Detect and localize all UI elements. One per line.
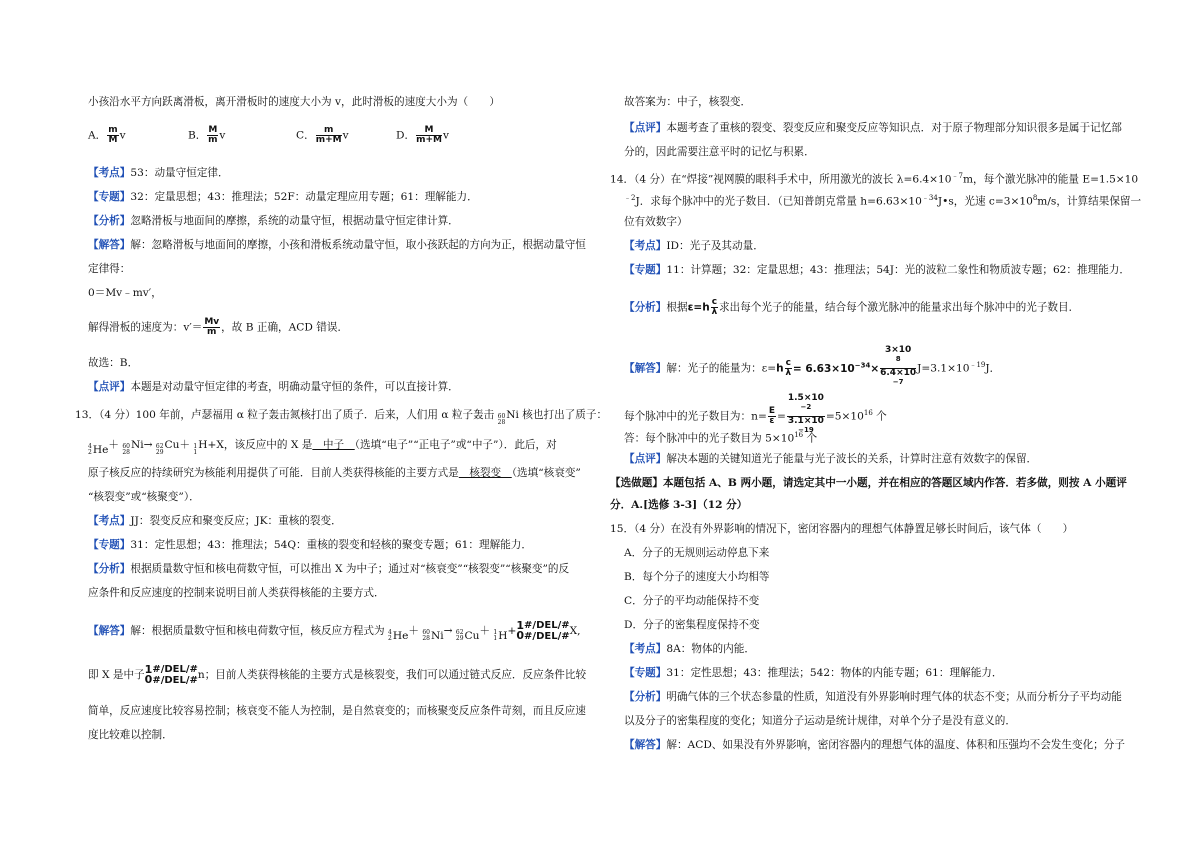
q13-blank-2: 核裂变	[458, 467, 512, 479]
he4-nuclide-eq: 4 2 He	[388, 629, 409, 642]
del-placeholder-2: #/DEL/# #/DEL/#	[152, 664, 198, 686]
q12-option-d: D． $\frac{M}{m+M}$ v	[396, 125, 449, 145]
q13-jieda-line2: 即 X 是中子 1 0 #/DEL/# #/DEL/# n；目前人类获得核能的主要方式是核裂变，我们可以通过链式反应．反应条件比较	[88, 663, 587, 686]
q13-fenxi: 【分析】根据质量数守恒和核电荷数守恒，可以推出 X 为中子；通过对“核衰变”“核裂变”“核聚变”的反	[88, 563, 570, 575]
neutron-symbol-numbers: 1 0	[144, 663, 153, 686]
q15-option-a: A．分子的无规则运动停息下来	[624, 547, 770, 559]
q15-jieda: 【解答】解：ACD、如果没有外界影响，密闭容器内的理想气体的温度、体积和压强均不会发生变化；分子	[624, 739, 1125, 751]
q12-fenxi: 【分析】忽略滑板与地面间的摩擦，系统的动量守恒，根据动量守恒定律计算．	[88, 215, 459, 227]
q13-line3: 原子核反应的持续研究为核能利用提供了可能．目前人类获得核能的主要方式是 核裂变 （选填“核衰变”	[88, 467, 581, 479]
q13-zhuanti: 【专题】31：定性思想；43：推理法；54Q：重核的裂变和轻核的聚变专题；61：理解能力．	[88, 539, 532, 551]
q14-line1: 14．（4 分）在“焊接”视网膜的眼科手术中，所用激光的波长 $\lambda=6.4\times 10^{﹣7}m$，每个激光脉冲的能量 E=1.5×10	[610, 172, 1139, 186]
cu62-nuclide-eq: 62 29 Cu	[455, 629, 480, 642]
q15-fenxi: 【分析】明确气体的三个状态参量的性质，知道没有外界影响时理气体的状态不变；从而分析分子平均动能	[624, 691, 1122, 703]
q14-jieda: 【解答】解：光子的能量为：ε=h $\frac{c}{\lambda}$ = $6.63\times 10^{-34}\times$ 3×10 $^8$ 6.4×10 $^{-7}$ $J=3.1\times 10^{﹣19}J$．	[624, 345, 1001, 386]
q13-dianping-line2: 分的，因此需要注意平时的记忆与积累．	[624, 146, 815, 158]
section-heading-line2: 分．A.[选修 3-3]（12 分）	[610, 499, 748, 511]
q14-pulse: 每个脉冲中的光子数目为：n= $\frac{E}{\varepsilon}$ = 1.5×10 $^{-2}$ 3.1×10 $^{-19}$ $=5\times 10^{16}$ 个	[624, 393, 887, 434]
q13-fenxi-line2: 应条件和反应速度的控制来说明目前人类获得核能的主要方式．	[88, 587, 385, 599]
q13-kaodian: 【考点】JJ：裂变反应和聚变反应；JK：重核的裂变．	[88, 515, 342, 527]
q15-kaodian: 【考点】8A：物体的内能．	[624, 643, 755, 655]
q13-line2: 4 2 He ＋ 60 28 Ni→ 62 29 Cu＋ 1 1 H+X，该反应中的 X 是 中子 （选填“电子”“正电子”或“中子”）．此后，对	[88, 439, 557, 456]
q12-kaodian: 【考点】53：动量守恒定律．	[88, 167, 229, 179]
q12-solve: 解得滑板的速度为：v′＝ $\frac{Mv}{m}$ ，故 B 正确，ACD 错误．	[88, 317, 349, 337]
ni60-nuclide: 60 28	[497, 413, 506, 426]
q12-dianping: 【点评】本题是对动量守恒定律的考查，明确动量守恒的条件，可以直接计算．	[88, 381, 459, 393]
q13-jieda-line4: 度比较难以控制．	[88, 729, 173, 741]
section-heading: 【选做题】本题包括 A、B 两小题，请选定其中一小题，并在相应的答题区域内作答．若多做，则按 A 小题评	[610, 477, 1127, 489]
q14-answer: 答：每个脉冲中的光子数目为 $5\times 10^{16}$ 个	[624, 431, 818, 445]
q13-answer: 故答案为：中子，核裂变．	[624, 96, 752, 108]
he4-nuclide: 4 2 He	[88, 443, 109, 456]
q12-option-b: B． $\frac{M}{m}$ v	[188, 125, 226, 145]
q14-fenxi: 【分析】根据ε=h $\frac{c}{\lambda}$ 求出每个光子的能量，结合每个激光脉冲的能量求出每个脉冲中的光子数目．	[624, 297, 1080, 317]
ni60-nuclide-eq: 60 28 Ni	[422, 629, 444, 642]
q15-option-d: D．分子的密集程度保持不变	[624, 619, 760, 631]
q12-zhuanti: 【专题】32：定量思想；43：推理法；52F：动量定理应用专题；61：理解能力．	[88, 191, 478, 203]
q12-stem: 小孩沿水平方向跃离滑板，离开滑板时的速度大小为 v，此时滑板的速度大小为（ ）	[88, 96, 500, 108]
h1-nuclide-eq: 1 1 H	[493, 629, 508, 642]
q15-fenxi-line2: 以及分子的密集程度的变化；知道分子运动是统计规律，对单个分子是没有意义的．	[624, 715, 1016, 727]
q12-option-a: A． $\frac{m}{M}$ v	[88, 125, 126, 145]
q14-line2: $^{﹣2}$J．求每个脉冲中的光子数目．（已知普朗克常量 $h=6.63\times 10^{﹣34}J•s$，光速 $c=3\times 10^8m/s$，计算结果保留一	[624, 194, 1142, 208]
q14-kaodian: 【考点】ID：光子及其动量．	[624, 240, 764, 252]
del-placeholder: #/DEL/# #/DEL/#	[524, 620, 570, 642]
q14-line3: 位有效数字）	[624, 216, 688, 228]
q13-line1: 13．（4 分）100 年前，卢瑟福用 α 粒子轰击氮核打出了质子．后来，人们用 α 粒子轰击 60 28 Ni 核也打出了质子：	[75, 409, 608, 426]
h1-nuclide: 1 1	[193, 443, 198, 456]
cu62-nuclide: 62 29	[155, 443, 164, 456]
q12-answer: 故选：B．	[88, 357, 139, 369]
q13-jieda-line3: 简单，反应速度比较容易控制；核衰变不能人为控制，是自然衰变的；而核聚变反应条件苛刻，而且反应速	[88, 705, 586, 717]
q12-jieda: 【解答】解：忽略滑板与地面间的摩擦，小孩和滑板系统动量守恒，取小孩跃起的方向为正，根据动量守恒	[88, 239, 586, 251]
q12-jieda-line2: 定律得：	[88, 263, 131, 275]
q13-blank-1: 中子	[312, 439, 355, 451]
q13-line4: “核裂变”或“核聚变”）．	[88, 491, 200, 503]
q14-zhuanti: 【专题】11：计算题；32：定量思想；43：推理法；54J：光的波粒二象性和物质波专题；62：推理能力．	[624, 264, 1130, 276]
neutron-mass-number: 1 0	[516, 619, 525, 642]
q15-zhuanti: 【专题】31：定性思想；43：推理法；542：物体的内能专题；61：理解能力．	[624, 667, 1003, 679]
q13-jieda: 【解答】解：根据质量数守恒和核电荷数守恒，核反应方程式为 4 2 He ＋ 60 28 Ni → 62 29 Cu ＋ 1 1 H + 1 0 #/DEL/# #/DEL/# X,	[88, 619, 581, 642]
q15-option-b: B．每个分子的速度大小均相等	[624, 571, 770, 583]
ni60-nuclide-2: 60 28	[122, 443, 130, 456]
q14-dianping: 【点评】解决本题的关键知道光子能量与光子波长的关系，计算时注意有效数字的保留．	[624, 453, 1038, 465]
q15-option-c: C．分子的平均动能保持不变	[624, 595, 760, 607]
q12-option-c: C． $\frac{m}{m+M}$ v	[296, 125, 349, 145]
q13-dianping: 【点评】本题考查了重核的裂变、裂变反应和聚变反应等知识点．对于原子物理部分知识很多是属于记忆部	[624, 122, 1122, 134]
q15-stem: 15．（4 分）在没有外界影响的情况下，密闭容器内的理想气体静置足够长时间后，该气体（ ）	[610, 523, 1074, 535]
q12-equation: 0＝Mv﹣mv′，	[88, 287, 162, 299]
